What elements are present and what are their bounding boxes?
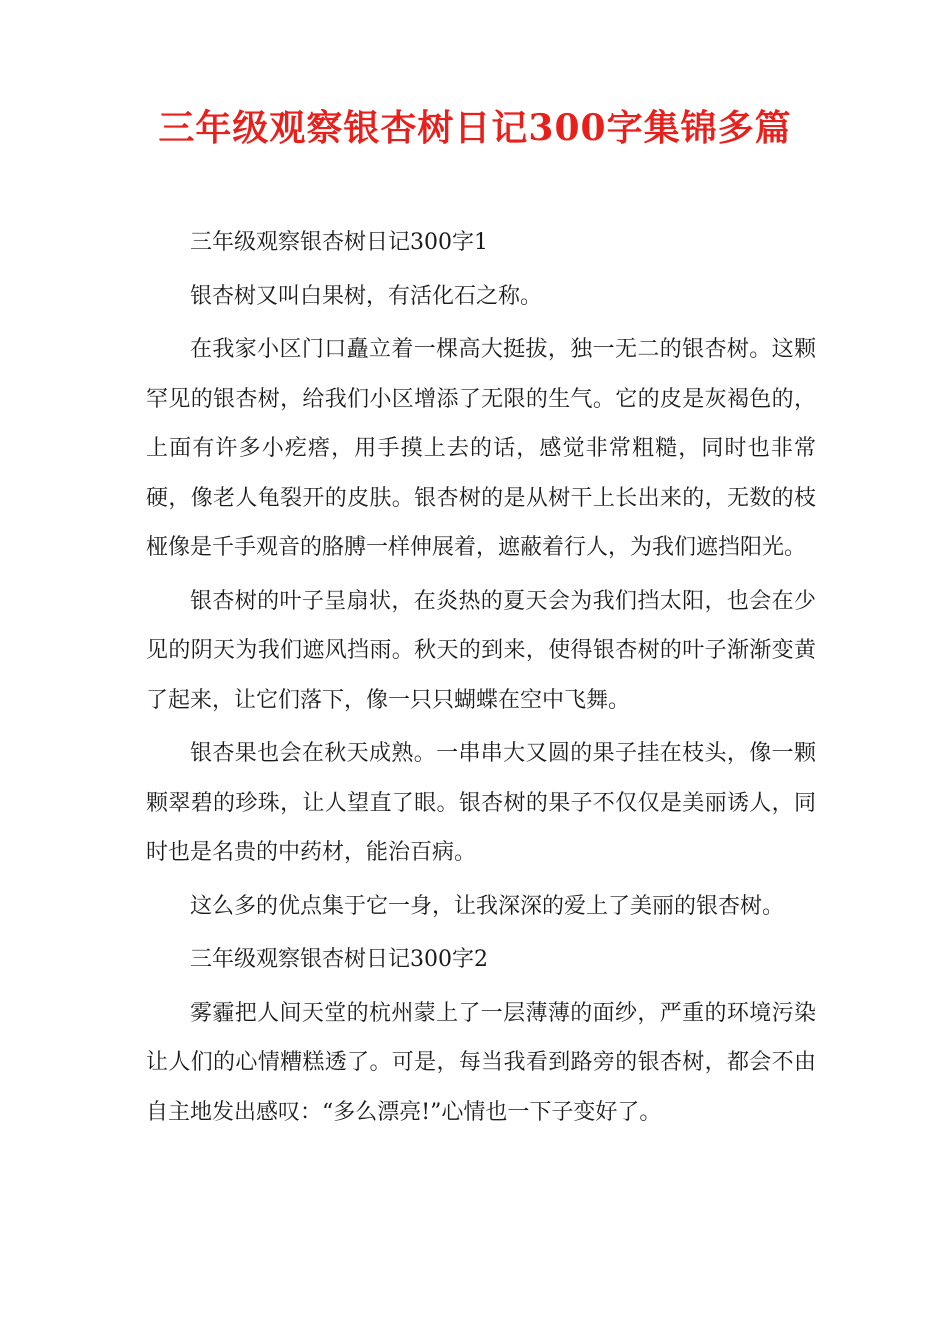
paragraph-heading-1: 三年级观察银杏树日记300字1	[190, 230, 488, 255]
paragraph-heading-2: 三年级观察银杏树日记300字2	[190, 947, 488, 972]
paragraph: 在我家小区门口矗立着一棵高大挺拔，独一无二的银杏树。这颗罕见的银杏树，给我们小区增添了无限的生气。它的皮是灰褐色的，上面有许多小疙瘩，用手摸上去的话，感觉非常粗糙，同时也非常硬，像老人龟裂开的皮肤。银杏树的是从树干上长出来的，无数的枝桠像是千手观音的胳膊一样伸展着，遮蔽着行人，为我们遮挡阳光。	[146, 337, 816, 560]
paragraph: 银杏树的叶子呈扇状，在炎热的夏天会为我们挡太阳，也会在少见的阴天为我们遮风挡雨。秋天的到来，使得银杏树的叶子渐渐变黄了起来，让它们落下，像一只只蝴蝶在空中飞舞。	[146, 588, 816, 713]
paragraph: 雾霾把人间天堂的杭州蒙上了一层薄薄的面纱，严重的环境污染让人们的心情糟糕透了。可是，每当我看到路旁的银杏树，都会不由自主地发出感叹：“多么漂亮!”心情也一下子变好了。	[146, 1000, 816, 1125]
paragraph: 银杏树又叫白果树，有活化石之称。	[190, 283, 543, 309]
paragraph: 这么多的优点集于它一身，让我深深的爱上了美丽的银杏树。	[190, 893, 785, 919]
paragraph: 银杏果也会在秋天成熟。一串串大又圆的果子挂在枝头，像一颗颗翠碧的珍珠，让人望直了眼。银杏树的果子不仅仅是美丽诱人，同时也是名贵的中药材，能治百病。	[146, 741, 816, 865]
document-body	[146, 218, 816, 1141]
document-title: 三年级观察银杏树日记300字集锦多篇	[158, 107, 792, 149]
